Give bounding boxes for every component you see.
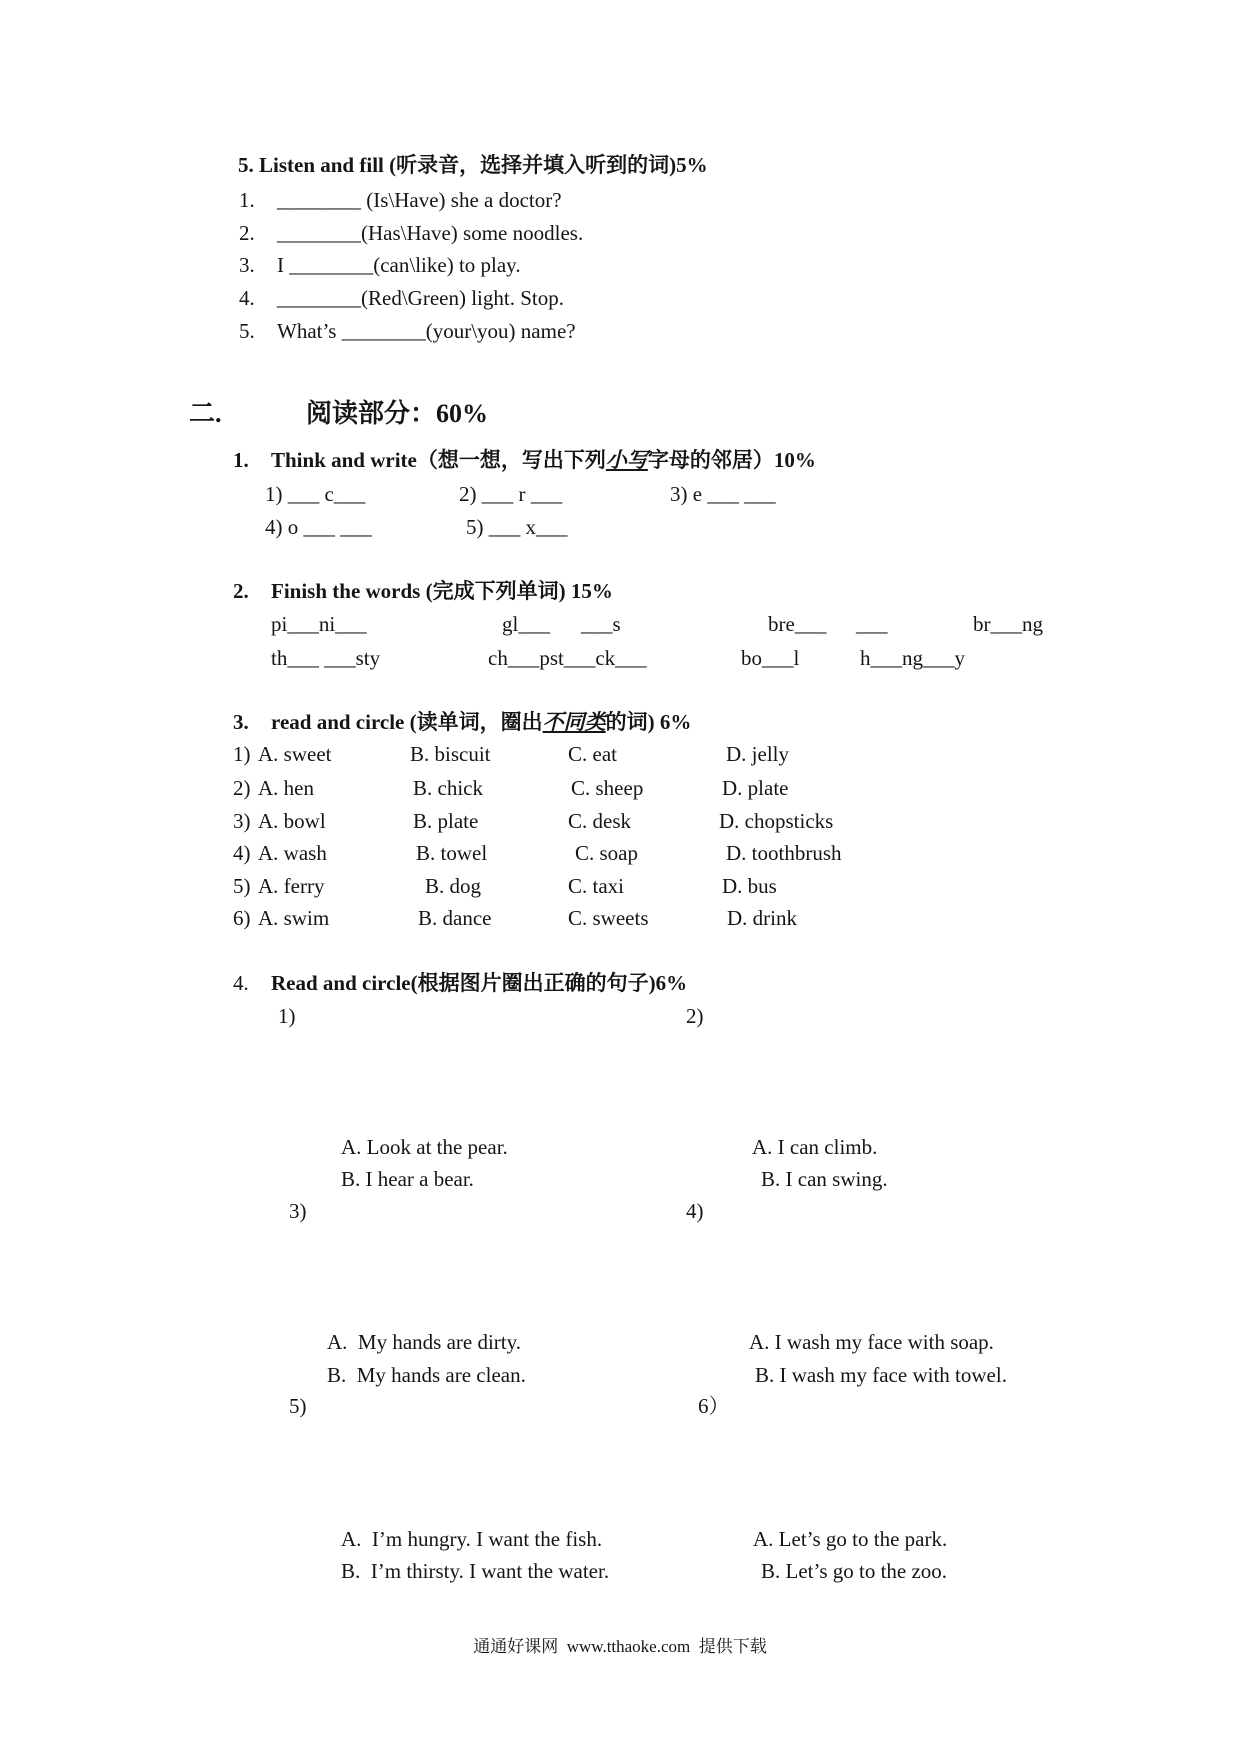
word-blank: th___ ___sty xyxy=(271,646,381,670)
listen-item-number: 2. xyxy=(239,221,255,245)
letter-neighbor-item: 3) e ___ ___ xyxy=(670,482,776,506)
option-b: B. plate xyxy=(413,809,479,833)
option-b: B. chick xyxy=(413,776,483,800)
option-a: A. wash xyxy=(258,841,327,865)
choice-row-number: 1) xyxy=(233,742,251,766)
sentence-option-b: B. My hands are clean. xyxy=(327,1363,526,1387)
question-number: 5) xyxy=(289,1394,307,1418)
question-number: 2) xyxy=(686,1004,704,1028)
section-number: 二. xyxy=(189,399,222,428)
sentence-option-a: A. Look at the pear. xyxy=(341,1135,508,1159)
option-c: C. sweets xyxy=(568,906,649,930)
sentence-option-a: A. Let’s go to the park. xyxy=(753,1527,948,1551)
question-number: 3) xyxy=(289,1199,307,1223)
option-a: A. bowl xyxy=(258,809,326,833)
letter-neighbor-item: 4) o ___ ___ xyxy=(265,515,372,539)
option-a: A. sweet xyxy=(258,742,332,766)
listen-fill-heading: 5. Listen and fill (听录音，选择并填入听到的词)5% xyxy=(238,153,708,177)
page-footer: 通通好课网 www.tthaoke.com 提供下载 xyxy=(473,1637,767,1656)
listen-item-number: 3. xyxy=(239,253,255,277)
word-blank: h___ng___y xyxy=(860,646,965,670)
sentence-option-b: B. I hear a bear. xyxy=(341,1167,474,1191)
picture-choice-heading: Read and circle(根据图片圈出正确的句子)6% xyxy=(271,971,688,995)
listen-item-number: 4. xyxy=(239,286,255,310)
sentence-option-a: A. My hands are dirty. xyxy=(327,1330,522,1354)
think-write-number: 1. xyxy=(233,448,249,472)
word-blank: bo___l xyxy=(741,646,800,670)
odd-one-out-heading-text: 的词) 6% xyxy=(605,710,692,734)
option-d: D. chopsticks xyxy=(719,809,834,833)
think-write-heading-text: Think and write（想一想，写出下列 xyxy=(271,448,606,472)
choice-row-number: 4) xyxy=(233,841,251,865)
word-blank: ch___pst___ck___ xyxy=(488,646,647,670)
question-number: 1) xyxy=(278,1004,296,1028)
letter-neighbor-item: 1) ___ c___ xyxy=(265,482,366,506)
option-c: C. sheep xyxy=(571,776,644,800)
word-blank: pi___ni___ xyxy=(271,612,367,636)
finish-words-number: 2. xyxy=(233,579,249,603)
word-blank: gl___ xyxy=(502,612,550,636)
sentence-option-a: A. I wash my face with soap. xyxy=(749,1330,994,1354)
word-blank: br___ng xyxy=(973,612,1043,636)
option-d: D. bus xyxy=(722,874,777,898)
letter-neighbor-item: 5) ___ x___ xyxy=(466,515,568,539)
option-c: C. soap xyxy=(575,841,638,865)
listen-item-text: ________(Red\Green) light. Stop. xyxy=(277,286,564,310)
listen-item-text: What’s ________(your\you) name? xyxy=(277,319,576,343)
option-b: B. biscuit xyxy=(410,742,491,766)
option-a: A. swim xyxy=(258,906,330,930)
letter-neighbor-item: 2) ___ r ___ xyxy=(459,482,563,506)
odd-one-out-heading xyxy=(271,710,691,734)
listen-item-number: 1. xyxy=(239,188,255,212)
listen-item-text: ________ (Is\Have) she a doctor? xyxy=(277,188,562,212)
option-b: B. towel xyxy=(416,841,488,865)
option-a: A. hen xyxy=(258,776,314,800)
question-number: 4) xyxy=(686,1199,704,1223)
listen-item-number: 5. xyxy=(239,319,255,343)
section-title: 阅读部分：60% xyxy=(306,399,489,428)
finish-words-heading: Finish the words (完成下列单词) 15% xyxy=(271,579,613,603)
sentence-option-b: B. I wash my face with towel. xyxy=(755,1363,1007,1387)
think-write-heading-text: 字母的邻居）10% xyxy=(647,448,816,472)
option-a: A. ferry xyxy=(258,874,325,898)
option-b: B. dance xyxy=(418,906,492,930)
question-number: 6） xyxy=(698,1394,730,1418)
choice-row-number: 5) xyxy=(233,874,251,898)
odd-one-out-heading-text: read and circle (读单词，圈出 xyxy=(271,710,543,734)
sentence-option-a: A. I can climb. xyxy=(752,1135,878,1159)
choice-row-number: 3) xyxy=(233,809,251,833)
sentence-option-b: B. Let’s go to the zoo. xyxy=(761,1559,948,1583)
option-d: D. jelly xyxy=(726,742,789,766)
option-c: C. desk xyxy=(568,809,631,833)
sentence-option-a: A. I’m hungry. I want the fish. xyxy=(341,1527,603,1551)
word-blank: ___ xyxy=(856,612,888,636)
option-c: C. eat xyxy=(568,742,617,766)
word-blank: ___s xyxy=(581,612,621,636)
word-blank: bre___ xyxy=(768,612,827,636)
choice-row-number: 6) xyxy=(233,906,251,930)
sentence-option-b: B. I can swing. xyxy=(761,1167,888,1191)
option-d: D. plate xyxy=(722,776,789,800)
choice-row-number: 2) xyxy=(233,776,251,800)
think-write-heading-emphasis: 小写 xyxy=(605,448,648,472)
picture-choice-number: 4. xyxy=(233,971,249,995)
listen-item-text: ________(Has\Have) some noodles. xyxy=(277,221,584,245)
listen-item-text: I ________(can\like) to play. xyxy=(277,253,521,277)
sentence-option-b: B. I’m thirsty. I want the water. xyxy=(341,1559,610,1583)
odd-one-out-heading-emphasis: 不同类 xyxy=(542,710,606,734)
option-b: B. dog xyxy=(425,874,482,898)
think-write-heading xyxy=(271,448,816,472)
option-c: C. taxi xyxy=(568,874,624,898)
option-d: D. drink xyxy=(727,906,797,930)
odd-one-out-number: 3. xyxy=(233,710,249,734)
option-d: D. toothbrush xyxy=(726,841,842,865)
